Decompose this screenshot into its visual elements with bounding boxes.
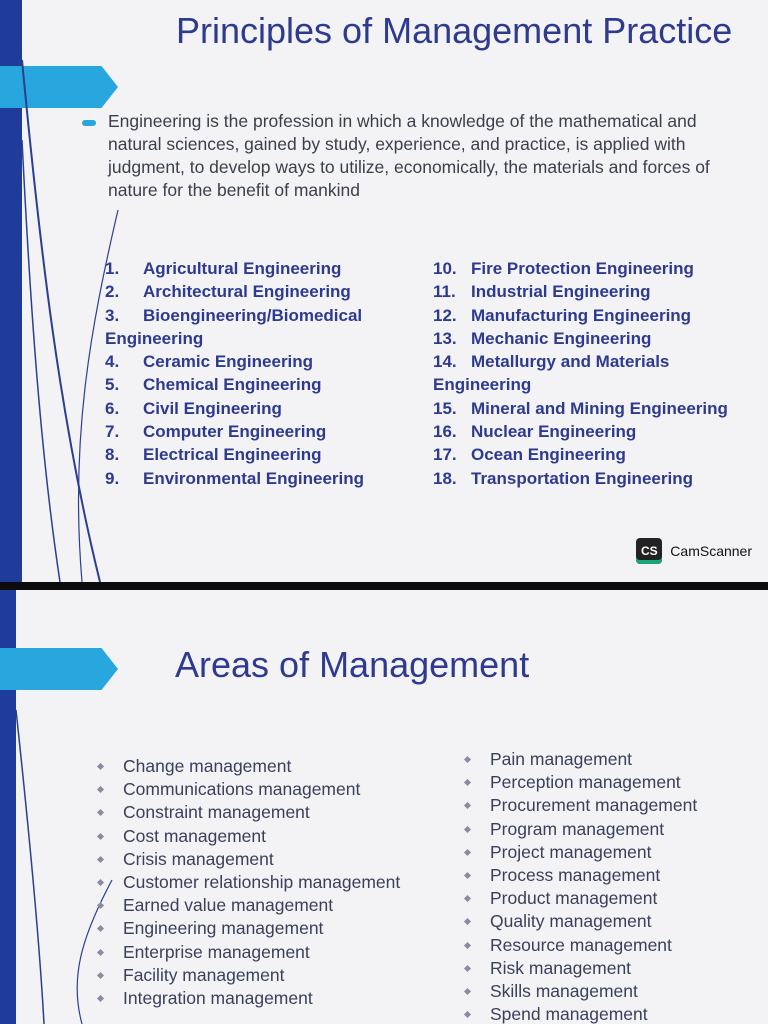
list-number: 12. — [433, 305, 457, 325]
management-area-label: Quality management — [490, 911, 652, 932]
diamond-bullet-icon — [464, 779, 471, 786]
engineering-field-label: Metallurgy and Materials Engineering — [433, 352, 670, 395]
engineering-list-item — [433, 327, 733, 350]
engineering-field-label: Manufacturing Engineering — [471, 305, 692, 325]
diamond-bullet-icon — [464, 988, 471, 995]
engineering-list-column-2 — [433, 257, 733, 490]
diamond-bullet-icon — [464, 872, 471, 879]
management-area-item — [463, 980, 763, 1003]
management-area-item — [96, 801, 426, 824]
engineering-field-label: Ocean Engineering — [471, 445, 626, 465]
list-number: 5. — [105, 375, 120, 395]
management-areas-column-1 — [96, 755, 426, 1010]
management-area-label: Procurement management — [490, 795, 698, 816]
engineering-list-item — [433, 350, 733, 397]
management-area-item — [96, 894, 426, 917]
list-number: 6. — [105, 398, 120, 418]
management-area-item — [463, 841, 763, 864]
engineering-list-item — [433, 467, 733, 490]
engineering-field-label: Transportation Engineering — [471, 468, 693, 488]
title-arrow-tab — [0, 66, 118, 108]
management-area-item — [463, 1003, 763, 1024]
diamond-bullet-icon — [97, 763, 104, 770]
management-area-label: Cost management — [123, 825, 266, 846]
engineering-list-item — [433, 280, 733, 303]
management-area-item — [96, 871, 426, 894]
diamond-bullet-icon — [97, 879, 104, 886]
management-area-label: Process management — [490, 865, 661, 886]
engineering-list-item — [105, 257, 405, 280]
engineering-field-label: Bioengineering/Biomedical Engineering — [105, 305, 363, 348]
engineering-field-label: Nuclear Engineering — [471, 422, 637, 442]
engineering-list-item — [105, 350, 405, 373]
management-areas-column-2 — [463, 748, 763, 1024]
engineering-list-item — [433, 420, 733, 443]
management-area-item — [463, 957, 763, 980]
list-number: 10. — [433, 259, 457, 278]
management-area-label: Enterprise management — [123, 941, 310, 962]
diamond-bullet-icon — [464, 802, 471, 809]
list-number: 3. — [105, 305, 120, 325]
engineering-list-item — [105, 467, 405, 490]
diamond-bullet-icon — [464, 849, 471, 856]
engineering-field-label: Agricultural Engineering — [143, 259, 342, 278]
list-number: 14. — [433, 352, 457, 372]
engineering-field-label: Electrical Engineering — [143, 445, 322, 465]
list-number: 17. — [433, 445, 457, 465]
list-number: 8. — [105, 445, 120, 465]
slide-title: Areas of Management — [175, 644, 530, 685]
list-number: 7. — [105, 422, 120, 442]
management-area-item — [96, 964, 426, 987]
management-area-label: Program management — [490, 818, 665, 839]
engineering-field-label: Civil Engineering — [143, 398, 282, 418]
diamond-bullet-icon — [464, 1011, 471, 1018]
list-number: 2. — [105, 282, 120, 302]
management-area-item — [96, 825, 426, 848]
engineering-list-item — [105, 420, 405, 443]
management-area-item — [463, 887, 763, 910]
management-area-item — [463, 794, 763, 817]
management-area-item — [463, 864, 763, 887]
bullet-dash-icon — [82, 120, 96, 126]
diamond-bullet-icon — [97, 786, 104, 793]
management-area-label: Project management — [490, 841, 652, 862]
management-area-label: Constraint management — [123, 802, 310, 823]
engineering-field-label: Architectural Engineering — [143, 282, 351, 302]
list-number: 11. — [433, 282, 456, 302]
management-area-label: Spend management — [490, 1004, 648, 1024]
engineering-list-item — [433, 257, 733, 280]
engineering-field-label: Fire Protection Engineering — [471, 259, 694, 278]
diamond-bullet-icon — [97, 856, 104, 863]
engineering-list-column-1 — [105, 257, 405, 490]
diamond-bullet-icon — [464, 895, 471, 902]
engineering-list-item — [105, 397, 405, 420]
diamond-bullet-icon — [464, 826, 471, 833]
engineering-list-item — [433, 443, 733, 466]
list-number: 13. — [433, 328, 457, 348]
list-number: 16. — [433, 422, 457, 442]
list-number: 18. — [433, 468, 457, 488]
engineering-field-label: Mechanic Engineering — [471, 328, 652, 348]
management-area-label: Pain management — [490, 749, 633, 769]
management-area-label: Integration management — [123, 988, 313, 1009]
diamond-bullet-icon — [97, 809, 104, 816]
diamond-bullet-icon — [97, 949, 104, 956]
management-area-label: Customer relationship management — [123, 872, 401, 893]
management-area-item — [463, 748, 763, 771]
list-number: 4. — [105, 352, 120, 372]
engineering-list-item — [105, 443, 405, 466]
diamond-bullet-icon — [464, 918, 471, 925]
title-arrow-tab — [0, 648, 118, 690]
camscanner-watermark — [636, 538, 752, 564]
camscanner-label: CamScanner — [670, 543, 752, 559]
management-area-item — [463, 771, 763, 794]
management-area-label: Engineering management — [123, 918, 324, 939]
management-area-label: Earned value management — [123, 895, 334, 916]
management-area-label: Risk management — [490, 957, 632, 978]
management-area-label: Facility management — [123, 964, 285, 985]
slide-title: Principles of Management Practice — [176, 10, 733, 51]
management-area-item — [96, 917, 426, 940]
management-area-item — [463, 818, 763, 841]
management-area-label: Crisis management — [123, 848, 274, 869]
engineering-field-label: Computer Engineering — [143, 422, 327, 442]
engineering-field-label: Ceramic Engineering — [143, 352, 314, 372]
management-area-item — [463, 910, 763, 933]
engineering-list-item — [105, 304, 405, 351]
management-area-item — [96, 778, 426, 801]
management-area-label: Skills management — [490, 981, 638, 1002]
diamond-bullet-icon — [97, 833, 104, 840]
list-number: 9. — [105, 468, 120, 488]
engineering-list-item — [105, 280, 405, 303]
engineering-field-label: Chemical Engineering — [143, 375, 322, 395]
management-area-item — [96, 987, 426, 1010]
engineering-field-label: Environmental Engineering — [143, 468, 365, 488]
slide-areas — [0, 590, 768, 1024]
management-area-label: Perception management — [490, 772, 681, 793]
diamond-bullet-icon — [97, 925, 104, 932]
management-area-item — [96, 848, 426, 871]
diamond-bullet-icon — [97, 972, 104, 979]
management-area-item — [463, 934, 763, 957]
list-number: 1. — [105, 259, 120, 278]
engineering-list-item — [433, 397, 733, 420]
diamond-bullet-icon — [464, 965, 471, 972]
engineering-list-item — [105, 373, 405, 396]
diamond-bullet-icon — [97, 995, 104, 1002]
diamond-bullet-icon — [464, 756, 471, 763]
engineering-list-item — [433, 304, 733, 327]
management-area-item — [96, 755, 426, 778]
engineering-field-label: Mineral and Mining Engineering — [471, 398, 728, 418]
engineering-field-label: Industrial Engineering — [471, 282, 651, 302]
management-area-label: Resource management — [490, 934, 672, 955]
diamond-bullet-icon — [464, 942, 471, 949]
engineering-definition: Engineering is the profession in which a knowledge of the mathematical and natural sciences, gained by study, experience, and practice, is applied with judgment, to develop ways to utilize, economically, the materials and forces of nature for the benefit of mankind — [108, 111, 710, 200]
management-area-label: Change management — [123, 756, 292, 776]
management-area-label: Product management — [490, 888, 658, 909]
list-number: 15. — [433, 398, 457, 418]
management-area-label: Communications management — [123, 779, 361, 800]
diamond-bullet-icon — [97, 902, 104, 909]
camscanner-logo-icon: CS — [636, 538, 662, 564]
management-area-item — [96, 941, 426, 964]
